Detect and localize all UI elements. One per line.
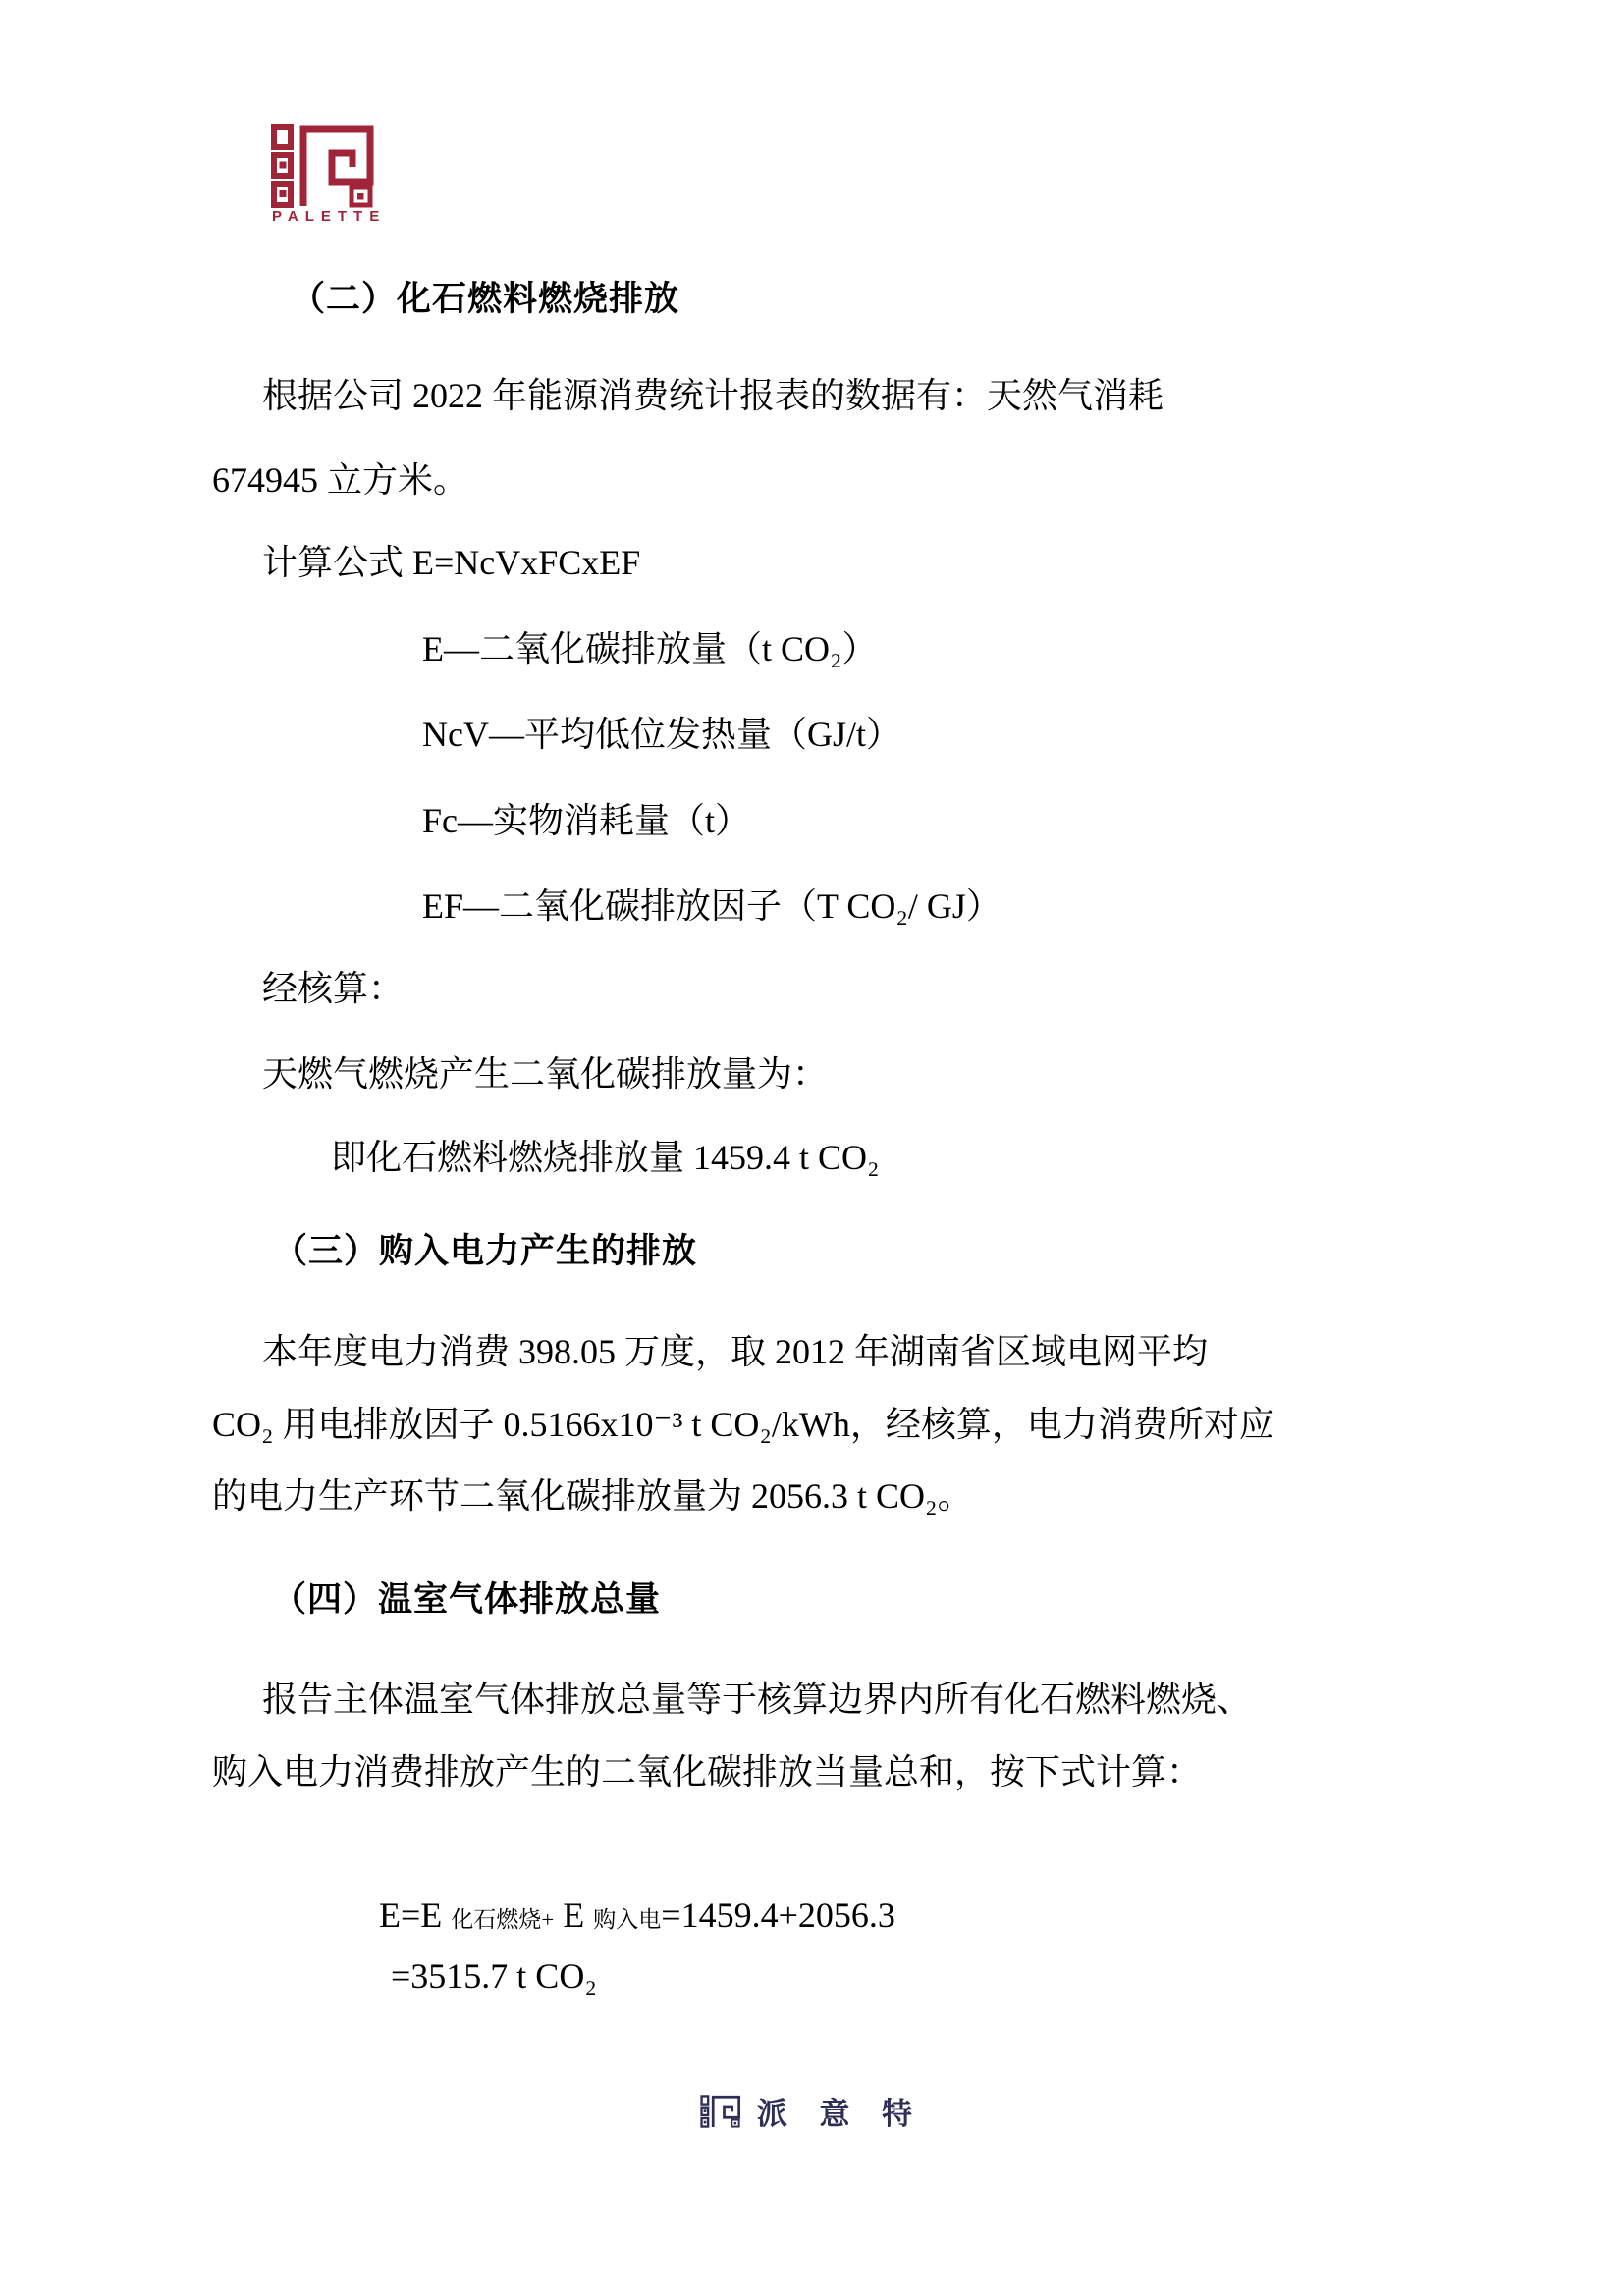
section-heading-total-ghg: （四）温室气体排放总量 xyxy=(272,1580,662,1619)
equation-subscript-fossil: 化石燃烧+ xyxy=(451,1907,555,1932)
section-heading-purchased-electricity: （三）购入电力产生的排放 xyxy=(273,1232,698,1270)
definition-e: E—二氧化碳排放量（t CO₂） xyxy=(422,629,878,668)
definition-ef: EF—二氧化碳排放因子（T CO₂/ GJ） xyxy=(422,886,1001,926)
equation-sum: =1459.4+2056.3 xyxy=(661,1896,895,1935)
para-electricity-line3: 的电力生产环节二氧化碳排放量为 2056.3 t CO₂。 xyxy=(212,1476,973,1516)
fossil-result-line: 即化石燃料燃烧排放量 1459.4 t CO₂ xyxy=(331,1138,880,1177)
para-natural-gas-line1: 根据公司 2022 年能源消费统计报表的数据有：天然气消耗 xyxy=(262,376,1164,415)
palette-logo-wordmark: PALETTE xyxy=(272,208,387,225)
equation-result-line: =3515.7 t CO₂ xyxy=(391,1956,597,1996)
palette-logo-icon xyxy=(270,123,376,214)
audit-line: 经核算： xyxy=(262,969,405,1008)
gas-emission-line: 天燃气燃烧产生二氧化碳排放量为： xyxy=(262,1054,829,1094)
definition-fc: Fc—实物消耗量（t） xyxy=(422,801,751,840)
definition-ncv: NcV—平均低位发热量（GJ/t） xyxy=(422,715,901,754)
equation-term-e: E=E xyxy=(379,1896,452,1935)
equation-subscript-purchased: 购入电 xyxy=(593,1907,662,1932)
section-heading-fossil-fuel: （二）化石燃料燃烧排放 xyxy=(291,280,680,318)
footer-brand xyxy=(0,2089,1624,2133)
para-electricity-line2: CO₂ 用电排放因子 0.5166x10⁻³ t CO₂/kWh，经核算，电力消费所对应 xyxy=(212,1405,1274,1444)
formula-intro-line: 计算公式 E=NcVxFCxEF xyxy=(262,543,641,582)
paiyite-wordmark: 派 意 特 xyxy=(756,2097,925,2131)
para-electricity-line1: 本年度电力消费 398.05 万度，取 2012 年湖南省区域电网平均 xyxy=(262,1332,1209,1371)
para-total-line1: 报告主体温室气体排放总量等于核算边界内所有化石燃料燃烧、 xyxy=(262,1680,1253,1719)
equation-term-e2: E xyxy=(554,1896,594,1935)
para-total-line2: 购入电力消费排放产生的二氧化碳排放当量总和，按下式计算： xyxy=(212,1752,1203,1791)
para-natural-gas-line2: 674945 立方米。 xyxy=(212,460,469,500)
paiyite-logo-icon xyxy=(700,2091,741,2132)
